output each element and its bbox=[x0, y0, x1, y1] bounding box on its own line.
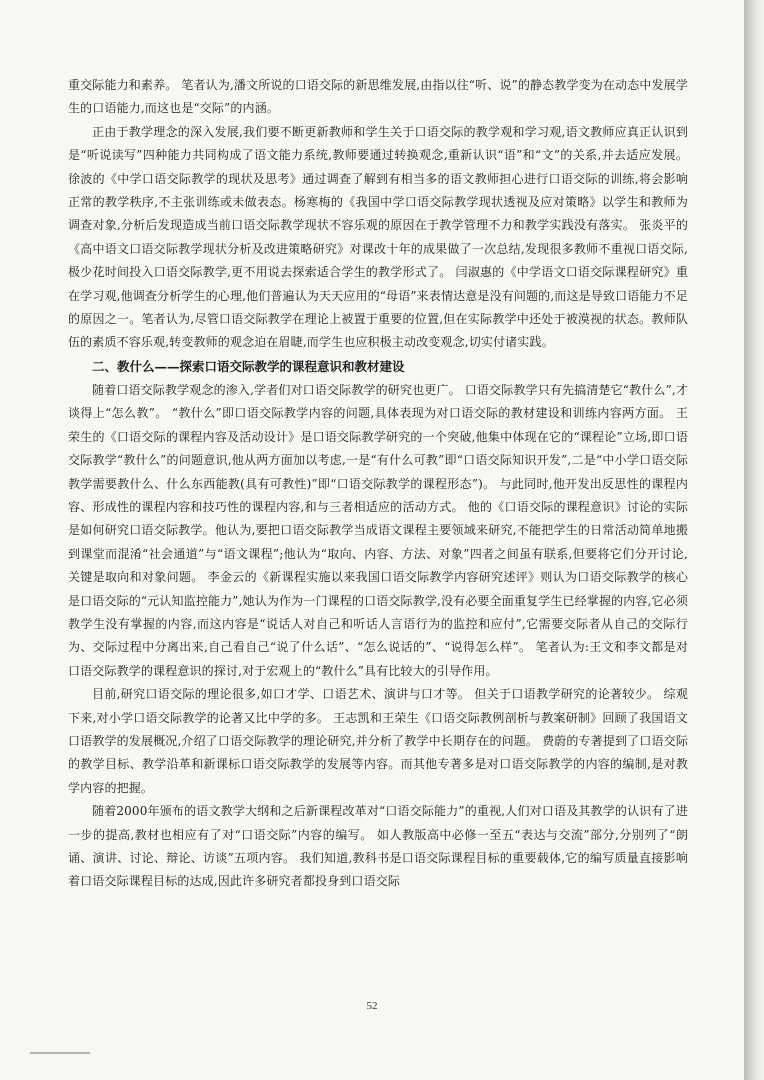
paragraph-curriculum-textbooks: 随着2000年颁布的语文教学大纲和之后新课程改革对“口语交际能力”的重视,人们对口语及其教学的认识有了进一步的提高,教材也相应有了对“口语交际”内容的编写。 如人教版高中必修一至五“表达与交流”部分,分别列了“朗诵、演讲、讨论、辩论、访谈”五项内容。 我们知道,教科书是口语交际课程目标的重要载体,它的编写质量直接影响着口语交际课程目标的达成,因此许多研究者都投身到口语交际 bbox=[68, 804, 688, 889]
page-edge-shadow bbox=[744, 0, 764, 1080]
page-body bbox=[68, 74, 688, 894]
paragraph-research-works: 目前,研究口语交际的理论很多,如口才学、口语艺术、演讲与口才等。 但关于口语教学研究的论著较少。 综观下来,对小学口语交际教学的论著又比中学的多。 王志凯和王荣生《口语交际教例剖析与教案研制》回顾了我国语文口语教学的发展概况,介绍了口语交际教学的理论研究,并分析了教学中长期存在的问题。 费蔚的专著提到了口语交际的教学目标、教学沿革和新课标口语交际教学的发展等内容。而其他专著多是对口语交际教学的内容的编制,是对教学内容的把握。 bbox=[68, 687, 688, 795]
scan-artifact bbox=[30, 1052, 90, 1054]
page-number: 52 bbox=[366, 1000, 378, 1012]
paragraph-teaching-concepts: 正由于教学理念的深入发展,我们要不断更新教师和学生关于口语交际的教学观和学习观,语文教师应真正认识到是“听说读写”四种能力共同构成了语文能力系统,教师要通过转换观念,重新认识“语”和“文”的关系,并去适应发展。 徐波的《中学口语交际教学的现状及思考》通过调查了解到有相当多的语文教师担心进行口语交际的训练,将会影响正常的教学秩序,不主张训练或未做表态。杨寒梅的《我国中学口语交际教学现状透视及应对策略》以学生和教师为调查对象,分析后发现造成当前口语交际教学现状不容乐观的原因在于教学管理不力和教学实践没有落实。 张炎平的《高中语文口语交际教学现状分析及改进策略研究》对课改十年的成果做了一次总结,发现很多教师不重视口语交际,极少花时间投入口语交际教学,更不用说去探索适合学生的教学形式了。 闫淑惠的《中学语文口语交际课程研究》重在学习观,他调查分析学生的心理,他们普遍认为天天应用的“母语”来表情达意是没有问题的,而这是导致口语能力不足的原因之一。笔者认为,尽管口语交际教学在理论上被置于重要的位置,但在实际教学中还处于被漠视的状态。教师队伍的素质不容乐观,转变教师的观念迫在眉睫,而学生也应积极主动改变观念,切实付诸实践。 bbox=[68, 124, 688, 350]
paragraph-continued: 重交际能力和素养。 笔者认为,潘文所说的口语交际的新思维发展,由指以往“听、说”的静态教学变为在动态中发展学生的口语能力,而这也是“交际”的内涵。 bbox=[68, 78, 688, 116]
section-heading: 二、教什么——探索口语交际教学的课程意识和教材建设 bbox=[92, 358, 405, 374]
paragraph-what-to-teach: 随着口语交际教学观念的渗入,学者们对口语交际教学的研究也更广。 口语交际教学只有先搞清楚它“教什么”,才谈得上“怎么教”。 “教什么”即口语交际教学内容的问题,具体表现为对口语交际的教材建设和训练内容两方面。 王荣生的《口语交际的课程内容及活动设计》是口语交际教学研究的一个突破,他集中体现在它的“课程论”立场,即口语交际教学“教什么”的问题意识,他从两方面加以考虑,一是“有什么可教”即“口语交际知识开发”,二是“中小学口语交际教学需要教什么、什么东西能教(具有可教性)”即“口语交际教学的课程形态”)。 与此同时,他开发出反思性的课程内容、形成性的课程内容和技巧性的课程内容,和与三者相适应的活动方式。 他的《口语交际的课程意识》讨论的实际是如何研究口语交际教学。他认为,要把口语交际教学当成语文课程主要领域来研究,不能把学生的日常活动简单地搬到课堂而混淆“社会通道”与“语文课程”;他认为“取向、内容、方法、对象”四者之间虽有联系,但要将它们分开讨论,关键是取向和对象问题。 李金云的《新课程实施以来我国口语交际教学内容研究述评》则认为口语交际教学的核心是口语交际的“元认知监控能力”,她认为作为一门课程的口语交际教学,没有必要全面重复学生已经掌握的内容,它必须教学生没有掌握的内容,而这内容是“说话人对自己和听话人言语行为的监控和应付”,它需要交际者从自己的交际行为、交际过程中分离出来,自己看自己“说了什么话”、“怎么说话的”、“说得怎么样”。 笔者认为:王文和李文都是对口语交际教学的课程意识的探讨,对于宏观上的“教什么”具有比较大的引导作用。 bbox=[68, 382, 688, 678]
